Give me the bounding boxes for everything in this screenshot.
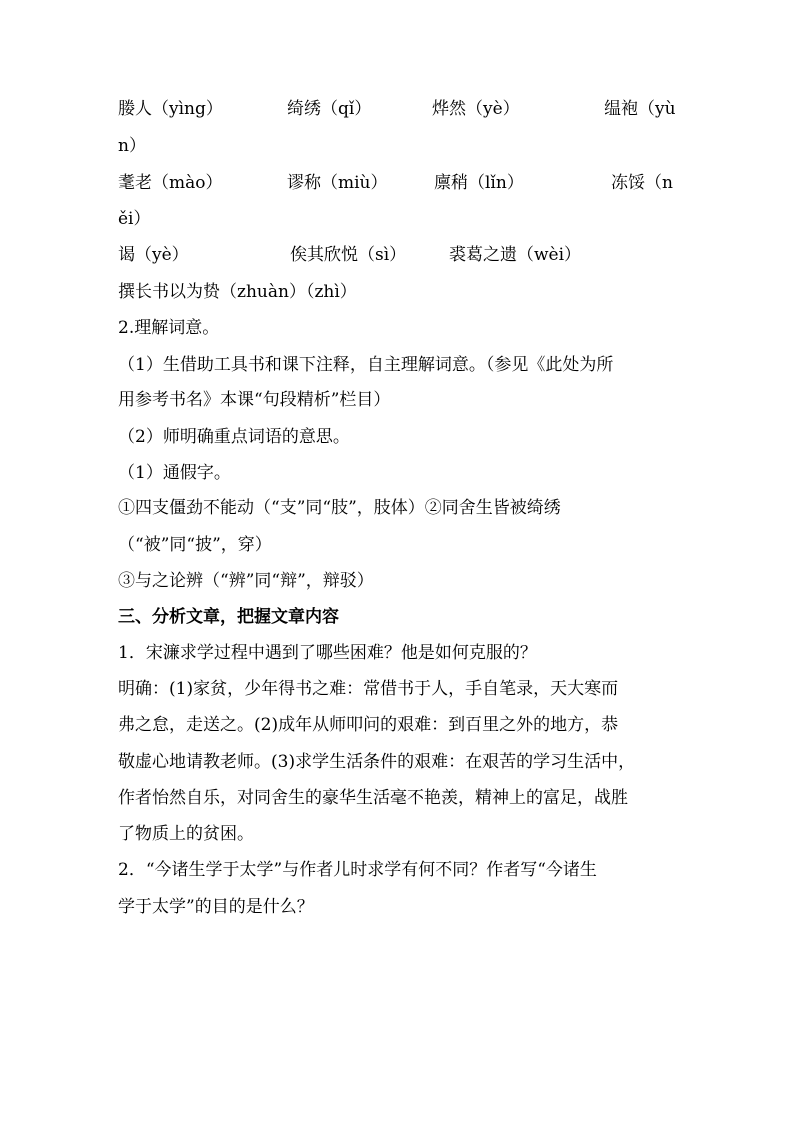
vocab-item: 媵人（yìng） [118, 99, 223, 119]
answer-line: 明确：(1)家贫，少年得书之难：常借书于人，手自笔录，天大寒而 [118, 679, 619, 699]
paragraph-line: ③与之论辨（“辨”同“辩”，辩驳） [118, 571, 374, 591]
section-heading: 2.理解词意。 [118, 318, 220, 338]
vocab-item-continuation: n） [118, 136, 146, 156]
vocab-item-continuation: ěi） [118, 209, 151, 229]
paragraph-line: （2）师明确重点词语的意思。 [118, 427, 350, 447]
answer-line: 弗之怠，走送之。(2)成年从师叩问的艰难：到百里之外的地方，恭 [118, 715, 619, 735]
paragraph-line: （1）生借助工具书和课下注释，自主理解词意。（参见《此处为所 [118, 355, 614, 375]
answer-line: 了物质上的贫困。 [118, 824, 254, 844]
vocab-item: 谒（yè） [118, 245, 189, 265]
paragraph-line: ①四支僵劲不能动（“支”同“肢”，肢体）②同舍生皆被绮绣 [118, 498, 561, 518]
section-heading: 三、分析文章，把握文章内容 [118, 607, 339, 627]
question: 1．宋濂求学过程中遇到了哪些困难？他是如何克服的？ [118, 643, 537, 663]
question: 学于太学”的目的是什么？ [118, 897, 314, 917]
paragraph-line: （1）通假字。 [118, 463, 231, 483]
paragraph-line: 用参考书名》本课“句段精析”栏目） [118, 390, 391, 410]
vocab-item: 耄老（mào） [118, 173, 223, 193]
vocab-item: 撰长书以为贽（zhuàn）（zhì） [118, 282, 357, 302]
vocab-item: 谬称（miù） [287, 173, 388, 193]
vocab-item: 冻馁（n [611, 173, 673, 193]
vocab-item: 俟其欣悦（sì） [290, 245, 407, 265]
question: 2．“今诸生学于太学”与作者儿时求学有何不同？作者写“今诸生 [118, 860, 597, 880]
paragraph-line: （“被”同“披”，穿） [118, 535, 272, 555]
vocab-item: 裘葛之遗（wèi） [449, 245, 582, 265]
answer-line: 敬虚心地请教老师。(3)求学生活条件的艰难：在艰苦的学习生活中， [118, 752, 636, 772]
vocab-item: 缊袍（yù [604, 99, 676, 119]
vocab-item: 绮绣（qǐ） [287, 99, 372, 119]
answer-line: 作者怡然自乐，对同舍生的豪华生活毫不艳羡，精神上的富足，战胜 [118, 788, 628, 808]
vocab-item: 廪稍（lǐn） [434, 173, 524, 193]
vocab-item: 烨然（yè） [432, 99, 520, 119]
